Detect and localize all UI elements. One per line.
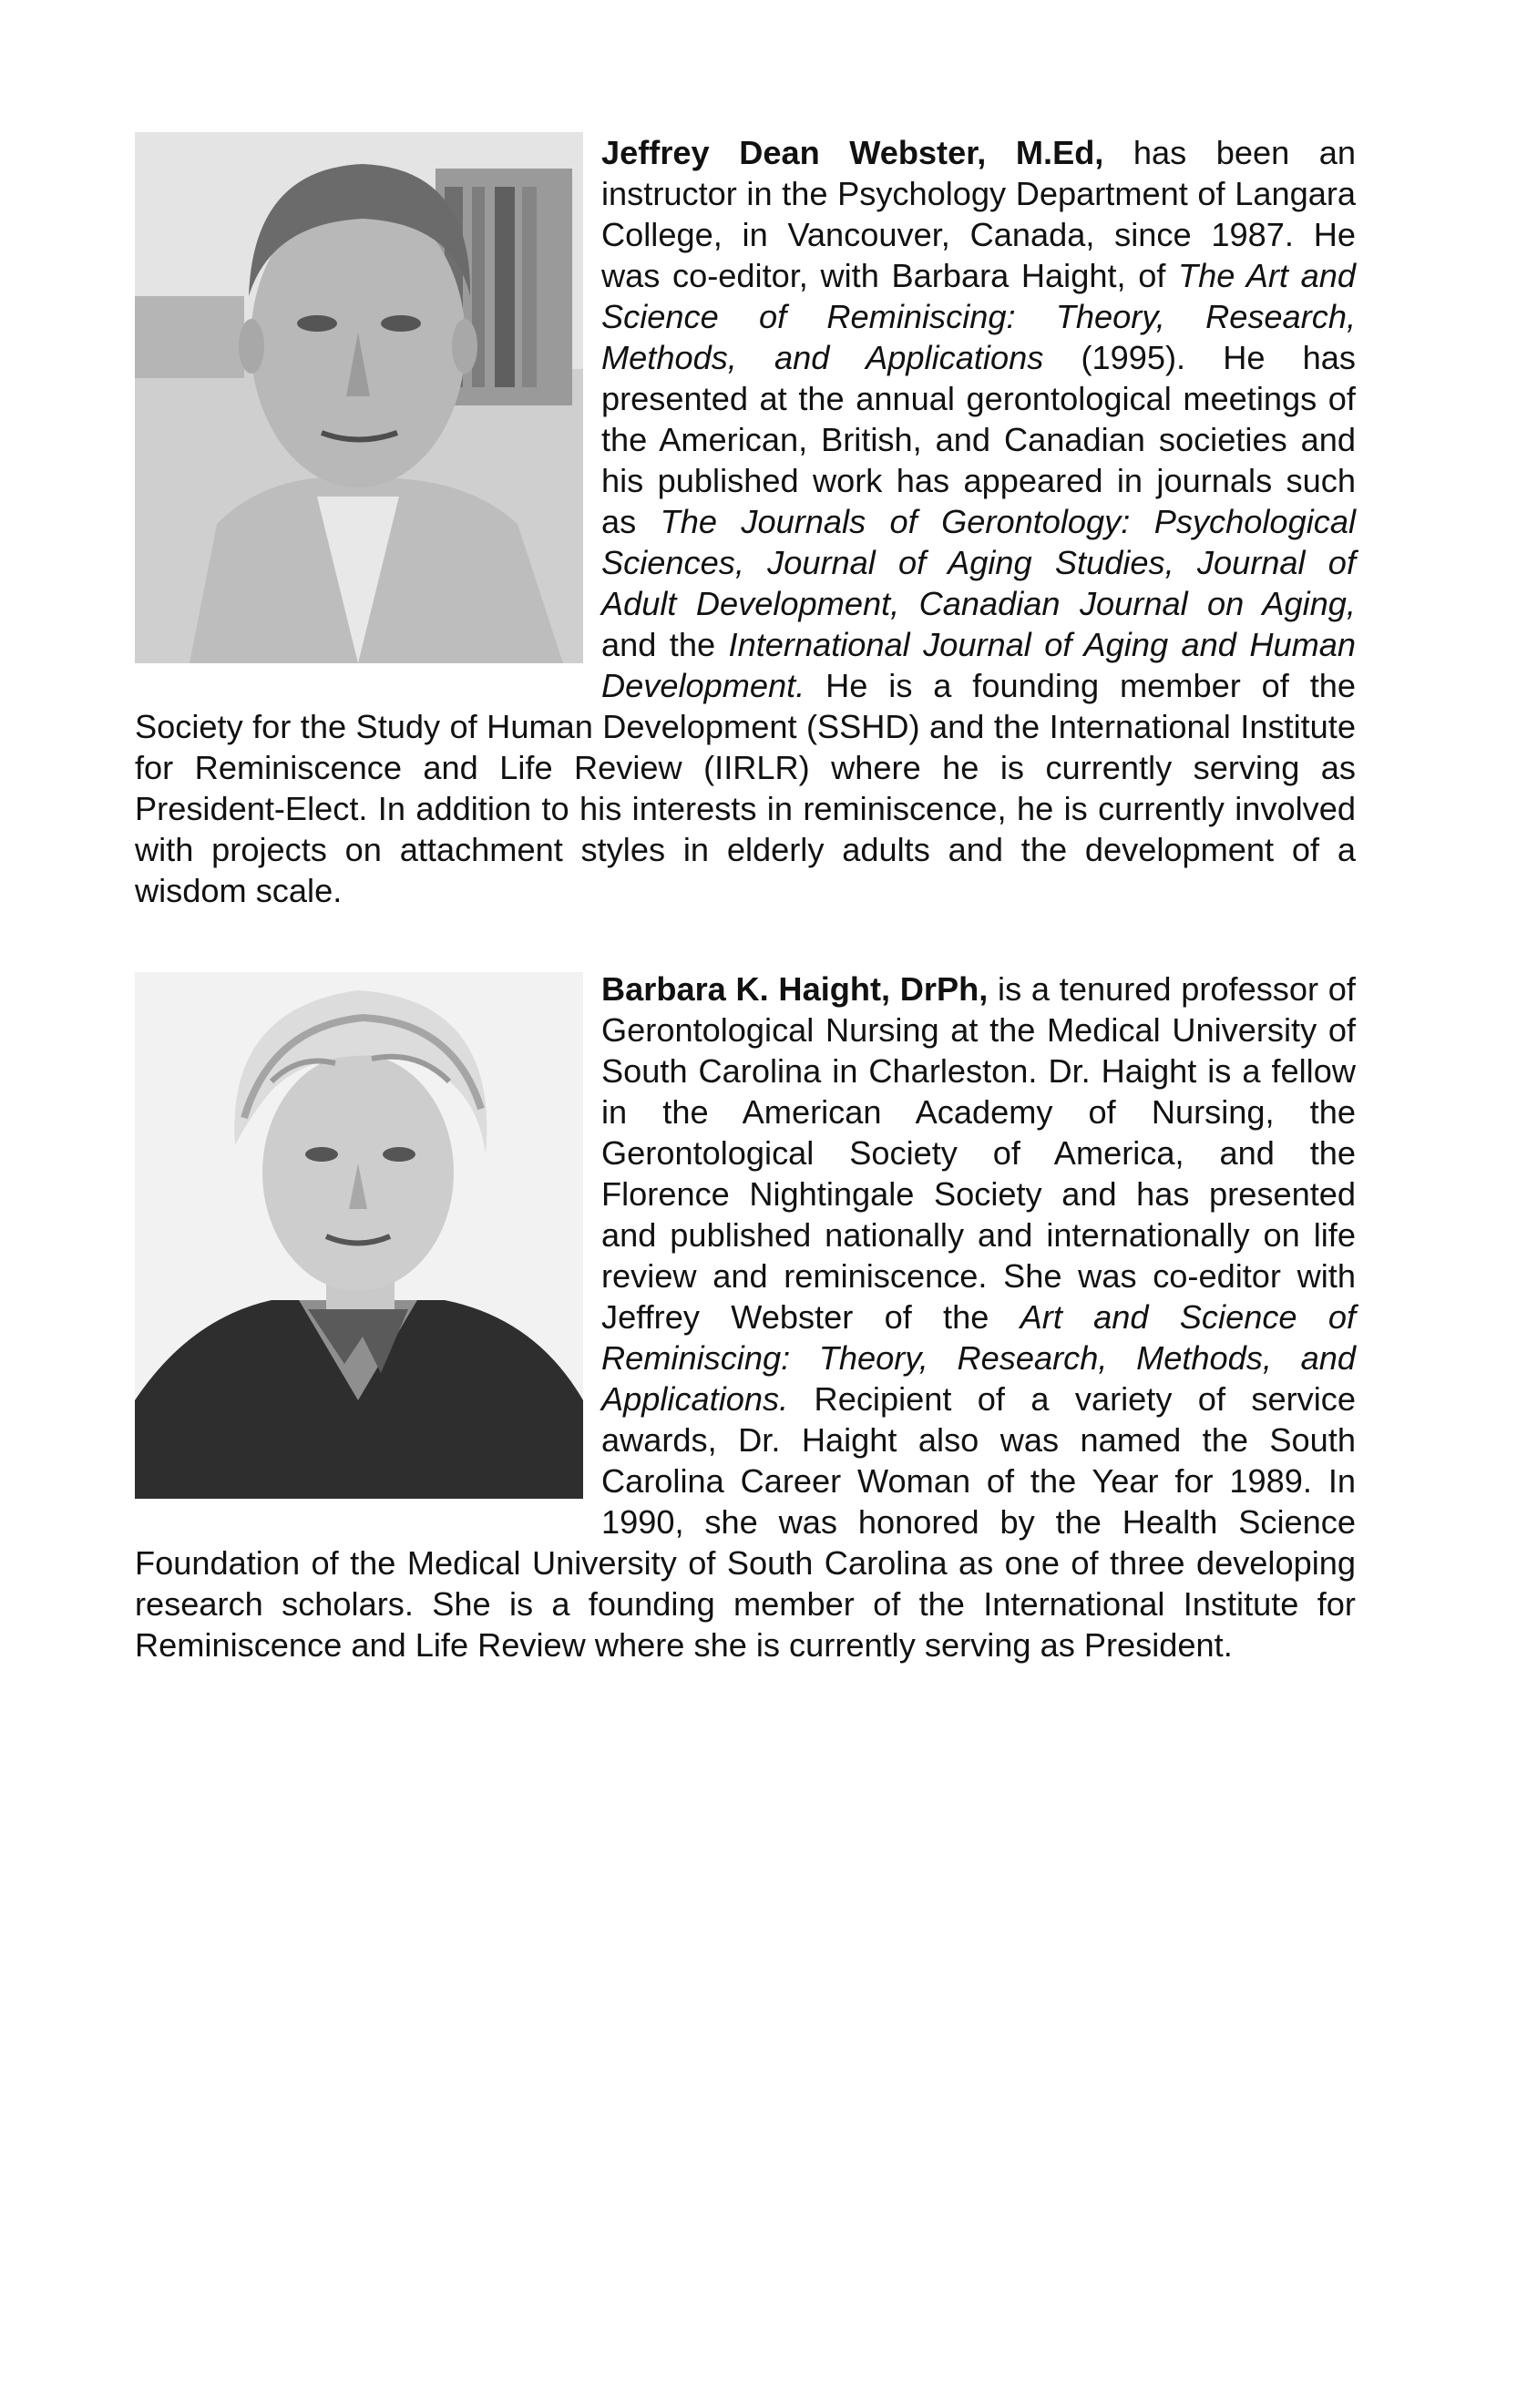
bio-webster: [135, 132, 1356, 911]
portrait-photo-woman: [135, 972, 583, 1499]
haight-text-1: is a tenured professor of Gerontological Nursing at the Medical University of South Carolina in Charleston. Dr. Haight is a fellow in the American Academy of Nursing, the Gerontological Society of America, and the Florence Nightingale Society and has presented and published nationally and internationally on life review and reminiscence. She was co-editor with Jeffrey Webster of the: [601, 970, 1356, 1336]
webster-text-3: and the: [601, 626, 729, 663]
haight-name: Barbara K. Haight, DrPh,: [601, 970, 989, 1008]
webster-text-2: (1995). He has presented at the annual gerontological meetings of the American, British, and Canadian societies and his published work has appeared in journals such as: [601, 339, 1356, 540]
woman-portrait-drawing: [135, 972, 583, 1499]
webster-book-title: The Art and Science of Reminiscing: Theory, Research, Methods, and Applications: [601, 257, 1356, 376]
man-portrait-drawing: [135, 132, 583, 663]
bio-haight: [135, 968, 1356, 1665]
haight-text-2: Recipient of a variety of service awards, Dr. Haight also was named the South Carolina Career Woman of the Year for 1989. In 1990, she was honored by the Health Science Foundation of the Medical University of South Carolina as one of three developing research scholars. She is a founding member of the International Institute for Reminiscence and Life Review where she is currently serving as President.: [135, 1380, 1356, 1664]
portrait-photo-man: [135, 132, 583, 663]
haight-book-title: Art and Science of Reminiscing: Theory, Research, Methods, and Applications.: [601, 1298, 1356, 1418]
contributors-page: [135, 132, 1356, 1665]
webster-name: Jeffrey Dean Webster, M.Ed,: [601, 134, 1104, 171]
webster-text-4: He is a founding member of the Society for the Study of Human Development (SSHD) and the International Institute for Reminiscence and Life Review (IIRLR) where he is currently serving as President-Elect. In addition to his interests in reminiscence, he is currently involved with projects on attachment styles in elderly adults and the development of a wisdom scale.: [135, 667, 1356, 909]
webster-journals: The Journals of Gerontology: Psychological Sciences, Journal of Aging Studies, Journal of Adult Development, Canadian Journal on Aging,: [601, 503, 1356, 622]
webster-text-1: has been an instructor in the Psychology Department of Langara College, in Vancouver, Canada, since 1987. He was co-editor, with Barbara Haight, of: [601, 134, 1356, 294]
webster-journal-aging: International Journal of Aging and Human Development.: [601, 626, 1356, 704]
